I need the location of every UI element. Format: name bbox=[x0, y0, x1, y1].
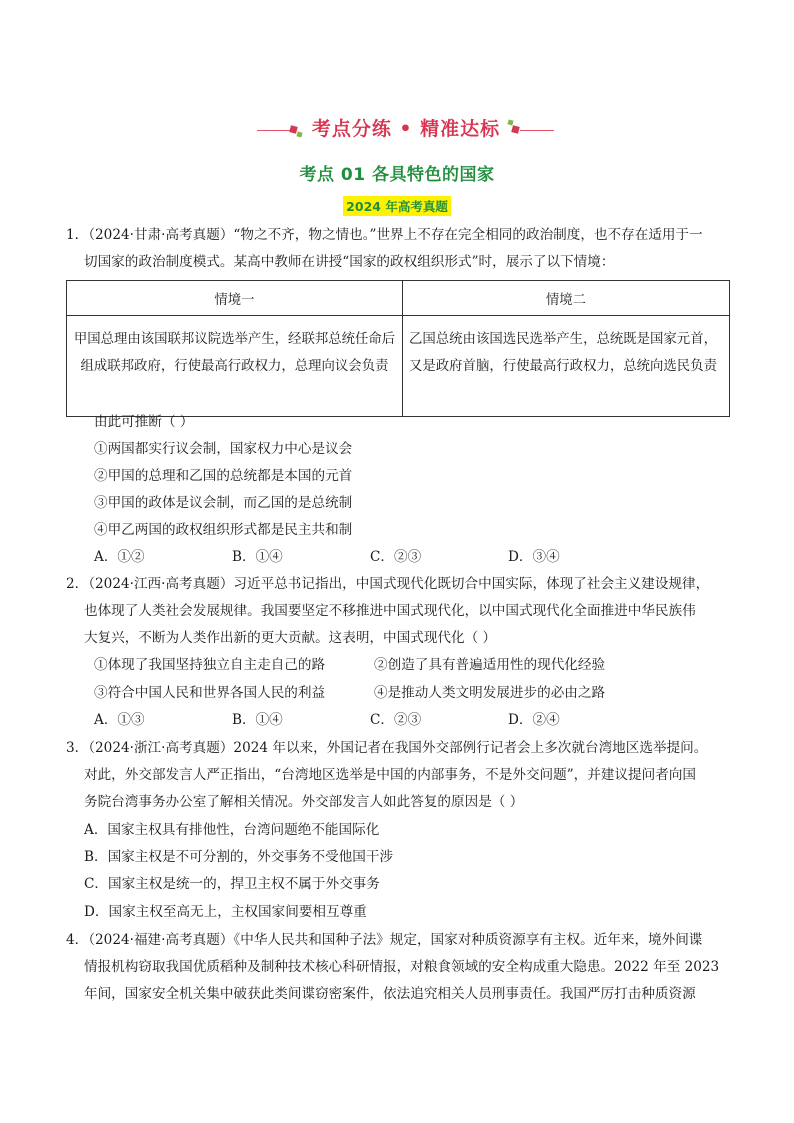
choice-a[interactable]: A．①③ bbox=[94, 712, 145, 728]
table-header-1: 情境一 bbox=[67, 281, 403, 316]
q3-stem-line2: 对此，外交部发言人严正指出，“台湾地区选举是中国的内部事务，不是外交问题”，并建议提问者向国 bbox=[84, 767, 697, 783]
choice-a[interactable]: A．①② bbox=[94, 549, 145, 565]
q3-option-d[interactable]: D．国家主权至高无上，主权国家间要相互尊重 bbox=[84, 904, 367, 920]
banner-right-diamond-icon bbox=[511, 125, 520, 134]
q3-stem-line1: 3．（2024·浙江·高考真题）2024 年以来，外国记者在我国外交部例行记者会上多次就台湾地区选举提问。 bbox=[66, 740, 708, 756]
q4-stem-line1: 4．（2024·福建·高考真题）《中华人民共和国种子法》规定，国家对种质资源享有主权。近年来，境外间谍 bbox=[66, 932, 703, 948]
q1-statement: ②甲国的总理和乙国的总统都是本国的元首 bbox=[94, 468, 353, 484]
section-banner bbox=[0, 114, 794, 144]
q2-statement: ①体现了我国坚持独立自主走自己的路 bbox=[94, 657, 326, 673]
q4-stem-line2: 情报机构窃取我国优质稻种及制种技术核心科研情报，对粮食领域的安全构成重大隐患。2022 年至 2023 bbox=[84, 959, 720, 975]
q1-statement: ①两国都实行议会制，国家权力中心是议会 bbox=[94, 441, 353, 457]
choice-d[interactable]: D．③④ bbox=[508, 549, 560, 565]
banner-left-rule bbox=[257, 130, 291, 131]
q3-stem-line3: 务院台湾事务办公室了解相关情况。外交部发言人如此答复的原因是（ ） bbox=[84, 794, 524, 810]
section-label-row bbox=[0, 196, 794, 216]
q1-prompt: 由此可推断（ ） bbox=[94, 414, 194, 430]
q2-statements-row1 bbox=[94, 652, 654, 679]
q3-option-b[interactable]: B．国家主权是不可分割的，外交事务不受他国干涉 bbox=[84, 849, 394, 865]
q4-stem-line3: 年间，国家安全机关集中破获此类间谍窃密案件，依法追究相关人员刑事责任。我国严厉打击种质资源 bbox=[84, 986, 696, 1002]
banner-right-rule bbox=[520, 130, 554, 131]
q2-choices bbox=[94, 707, 646, 734]
q2-statement: ④是推动人类文明发展进步的必由之路 bbox=[374, 685, 606, 701]
choice-d[interactable]: D．②④ bbox=[508, 712, 560, 728]
q2-statement: ②创造了具有普遍适用性的现代化经验 bbox=[374, 657, 606, 673]
q1-scenario-table bbox=[66, 280, 730, 417]
q2-stem-line3: 大复兴，不断为人类作出新的更大贡献。这表明，中国式现代化（ ） bbox=[84, 630, 497, 646]
table-cell-1: 甲国总理由该国联邦议院选举产生，经联邦总统任命后组成联邦政府，行使最高行政权力，总理向议会负责 bbox=[67, 316, 403, 417]
choice-b[interactable]: B．①④ bbox=[232, 712, 283, 728]
q2-statements-row2 bbox=[94, 680, 654, 707]
table-header-2: 情境二 bbox=[403, 281, 730, 316]
q1-statement: ④甲乙两国的政权组织形式都是民主共和制 bbox=[94, 522, 353, 538]
q1-stem-line1: 1．（2024·甘肃·高考真题）“物之不齐，物之情也。”世界上不存在完全相同的政治制度，也不存在适用于一 bbox=[66, 227, 703, 243]
banner-title: 考点分练 • 精准达标 bbox=[311, 118, 501, 140]
topic-heading: 考点 01 各具特色的国家 bbox=[299, 165, 495, 185]
choice-b[interactable]: B．①④ bbox=[232, 549, 283, 565]
q1-choices bbox=[94, 544, 646, 571]
q3-option-c[interactable]: C．国家主权是统一的，捍卫主权不属于外交事务 bbox=[84, 876, 380, 892]
q2-stem-line1: 2．（2024·江西·高考真题）习近平总书记指出，中国式现代化既切合中国实际，体现了社会主义建设规律， bbox=[66, 576, 710, 592]
q1-stem-line2: 切国家的政治制度模式。某高中教师在讲授“国家的政权组织形式”时，展示了以下情境： bbox=[84, 254, 615, 270]
choice-c[interactable]: C．②③ bbox=[370, 712, 422, 728]
q2-stem-line2: 也体现了人类社会发展规律。我国要坚定不移推进中国式现代化，以中国式现代化全面推进中华民族伟 bbox=[84, 603, 696, 619]
q1-statement: ③甲国的政体是议会制，而乙国的是总统制 bbox=[94, 495, 353, 511]
q3-option-a[interactable]: A．国家主权具有排他性，台湾问题绝不能国际化 bbox=[84, 822, 380, 838]
section-label: 2024 年高考真题 bbox=[343, 196, 451, 216]
table-cell-2: 乙国总统由该国选民选举产生，总统既是国家元首，又是政府首脑，行使最高行政权力，总统向选民负责 bbox=[403, 316, 730, 417]
choice-c[interactable]: C．②③ bbox=[370, 549, 422, 565]
q2-statement: ③符合中国人民和世界各国人民的利益 bbox=[94, 685, 326, 701]
